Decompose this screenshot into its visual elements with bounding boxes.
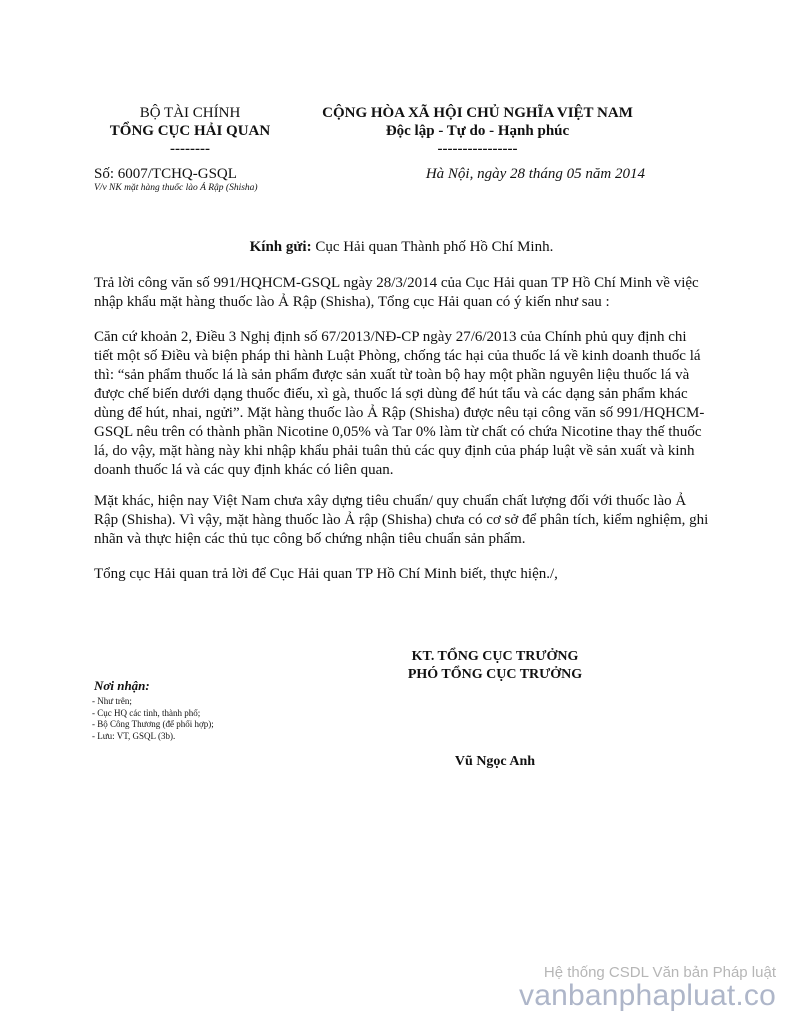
body-paragraph-2: Căn cứ khoản 2, Điều 3 Nghị định số 67/2013/NĐ-CP ngày 27/6/2013 của Chính phủ quy định chi tiết một số Điều và biện pháp thi hành Luật Phòng, chống tác hại của thuốc lá về kinh doanh thuốc lá thì: “sản phẩm thuốc lá là sản phẩm được sản xuất từ toàn bộ hay một phần nguyên liệu thuốc lá và được chế biến dưới dạng thuốc điếu, xì gà, thuốc lá sợi dùng để hút tẩu và các dạng sản phẩm khác dùng để hút, nhai, ngửi”. Mặt hàng thuốc lào Ả Rập (Shisha) được nêu tại công văn số 991/HQHCM-GSQL nêu trên có thành phần Nicotine 0,05% và Tar 0% làm từ chất có chứa Nicotine thay thế thuốc lá, do vậy, mặt hàng này khi nhập khẩu phải tuân thủ các quy định của pháp luật về sản xuất và kinh doanh thuốc lá và các quy định khác có liên quan. <box>94 329 705 478</box>
ministry-name: BỘ TÀI CHÍNH <box>139 105 241 121</box>
document-subject: V/v NK mặt hàng thuốc lào Ả Rập (Shisha) <box>94 183 258 193</box>
recipients-list <box>92 696 214 742</box>
body-paragraph-3: Mặt khác, hiện nay Việt Nam chưa xây dựng tiêu chuẩn/ quy chuẩn chất lượng đối với thuốc lào Ả Rập (Shisha). Vì vậy, mặt hàng thuốc lào Ả rập (Shisha) chưa có cơ sở để phân tích, kiểm nghiệm, ghi nhãn và thực hiện các thủ tục công bố chứng nhận tiêu chuẩn sản phẩm. <box>94 493 709 547</box>
recipient-name: Cục Hải quan Thành phố Hồ Chí Minh. <box>311 239 554 255</box>
body-paragraph-1: Trả lời công văn số 991/HQHCM-GSQL ngày 28/3/2014 của Cục Hải quan TP Hồ Chí Minh về việc nhập khẩu mặt hàng thuốc lào Ả Rập (Shisha), Tổng cục Hải quan có ý kiến như sau : <box>94 275 699 310</box>
recipient-item: - Lưu: VT, GSQL (3b). <box>92 730 176 741</box>
recipients-title: Nơi nhận: <box>94 678 150 693</box>
watermark-domain: vanbanphapluat.co <box>519 979 776 1012</box>
site-watermark <box>519 964 776 1013</box>
signer-name: Vũ Ngọc Anh <box>454 754 536 769</box>
right-header-rule: ---------------- <box>437 141 518 157</box>
recipient-line <box>94 239 709 256</box>
signer-title-2: PHÓ TỔNG CỤC TRƯỞNG <box>407 667 583 682</box>
national-header <box>305 104 650 158</box>
signature-block <box>380 648 610 684</box>
recipient-item: - Bộ Công Thương (để phối hợp); <box>92 719 214 729</box>
document-number: Số: 6007/TCHQ-GSQL <box>94 166 237 182</box>
recipient-item: - Cục HQ các tỉnh, thành phố; <box>92 707 201 718</box>
watermark-tagline: Hệ thống CSDL Văn bản Pháp luật <box>543 964 776 981</box>
signer-title-1: KT. TỔNG CỤC TRƯỞNG <box>411 649 579 664</box>
national-motto: Độc lập - Tự do - Hạnh phúc <box>385 123 570 139</box>
recipient-item: - Như trên; <box>92 696 132 706</box>
document-date: Hà Nội, ngày 28 tháng 05 năm 2014 <box>425 166 645 182</box>
issuing-agency-header <box>90 104 290 158</box>
body-paragraph-4: Tổng cục Hải quan trả lời để Cục Hải quan TP Hồ Chí Minh biết, thực hiện./, <box>94 566 558 582</box>
department-name: TỔNG CỤC HẢI QUAN <box>109 123 271 139</box>
left-header-rule: -------- <box>170 141 210 157</box>
recipient-label: Kính gửi: <box>249 239 312 255</box>
nation-name: CỘNG HÒA XÃ HỘI CHỦ NGHĨA VIỆT NAM <box>322 105 633 121</box>
